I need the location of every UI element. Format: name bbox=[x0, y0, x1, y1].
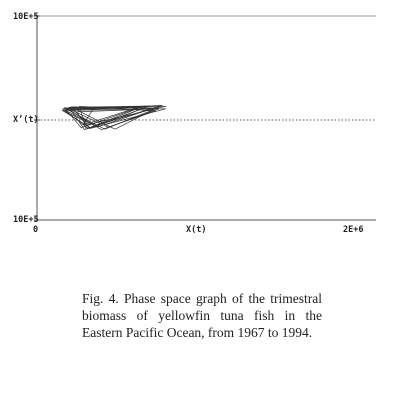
figure-caption: Fig. 4. Phase space graph of the trimestral biomass of yellowfin tuna fish in the Eastern Pacific Ocean, from 1967 to 1994. bbox=[82, 291, 322, 340]
trajectory-segment bbox=[62, 110, 94, 125]
trajectory-series bbox=[62, 105, 165, 129]
x-tick-label-max: 2E+6 bbox=[343, 225, 364, 235]
y-axis-label: X’(t) bbox=[13, 115, 39, 125]
y-tick-label-top: 10E+5 bbox=[13, 12, 39, 22]
y-tick-label-bottom: 10E+5 bbox=[13, 215, 39, 225]
x-tick-label-min: 0 bbox=[33, 225, 39, 235]
x-axis-label: X(t) bbox=[186, 225, 207, 235]
